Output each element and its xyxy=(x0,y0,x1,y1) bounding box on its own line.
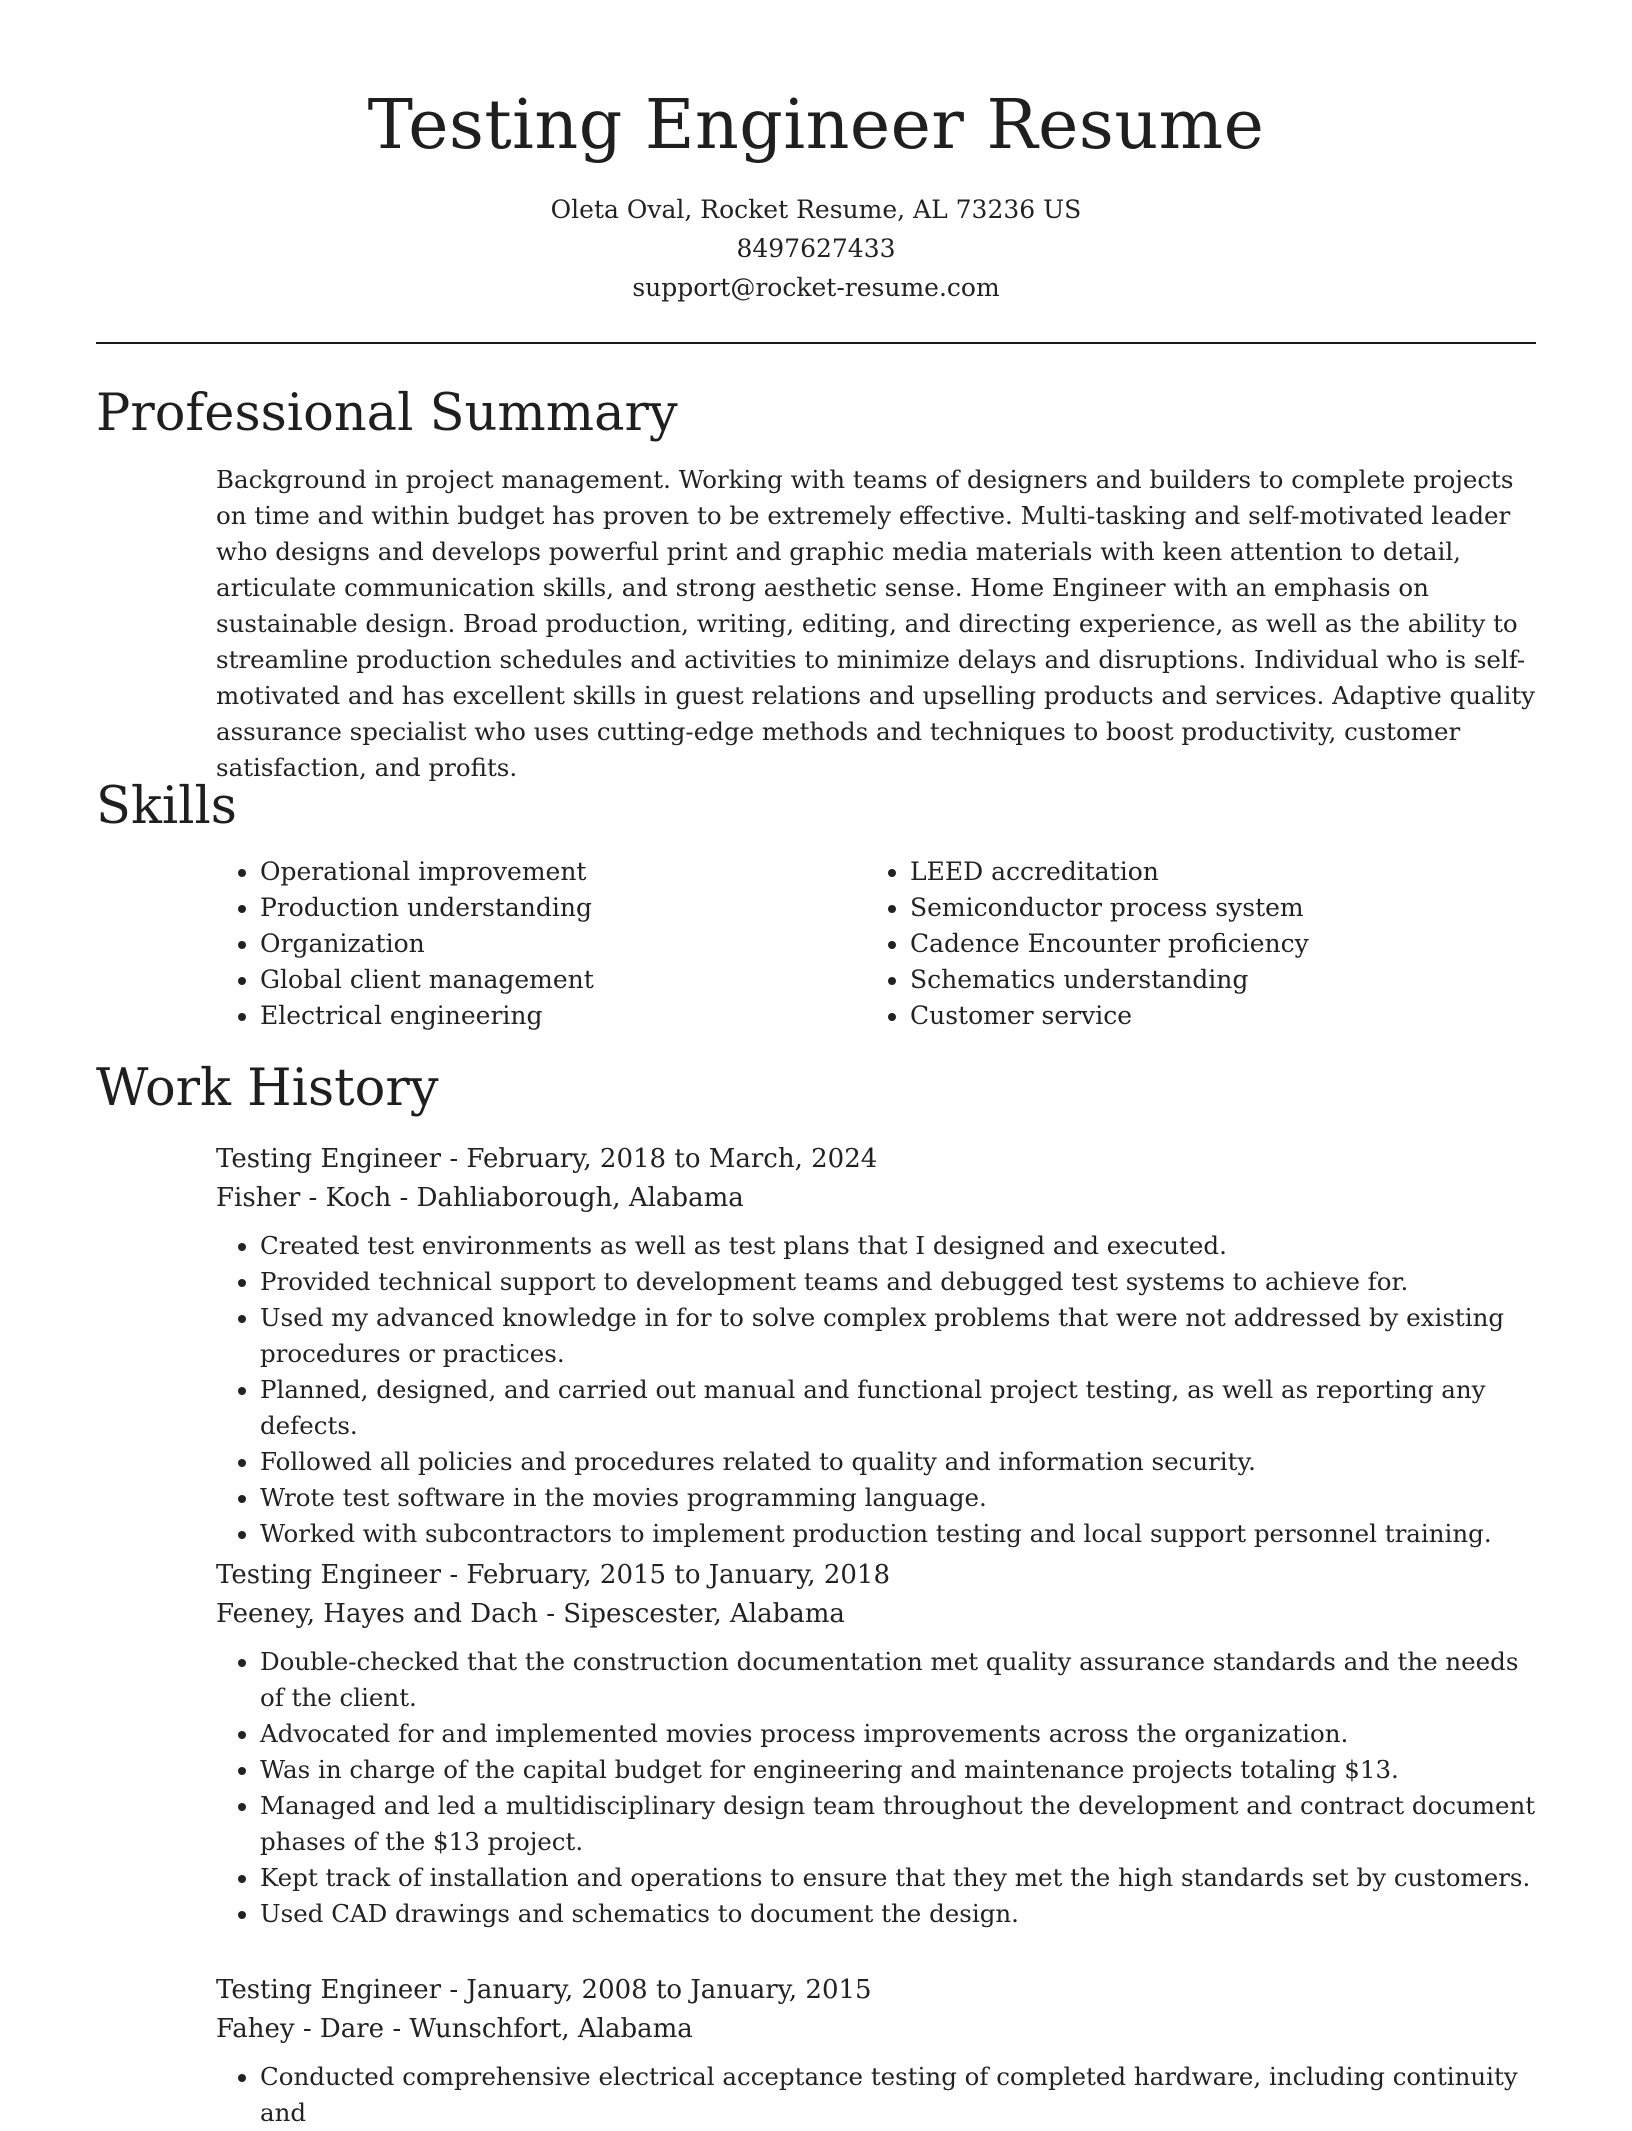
skill-item: • Production understanding xyxy=(260,890,866,926)
job-title: Testing Engineer - February, 2018 to March, 2024 xyxy=(216,1144,878,1174)
skill-item: • Operational improvement xyxy=(260,854,866,890)
job-bullet: • Managed and led a multidisciplinary design team throughout the development and contract document phases of the $13 project. xyxy=(260,1788,1546,1860)
job-bullet: • Advocated for and implemented movies process improvements across the organization. xyxy=(260,1716,1546,1752)
skill-item: • LEED accreditation xyxy=(910,854,1516,890)
job-entry xyxy=(216,1556,1546,1932)
contact-block xyxy=(0,190,1632,307)
summary-text: Background in project management. Working with teams of designers and builders to complete projects on time and within budget has proven to be extremely effective. Multi-tasking and self-motivated leader who designs and develops powerful print and graphic media materials with keen attention to detail, articulate communication skills, and strong aesthetic sense. Home Engineer with an emphasis on sustainable design. Broad production, writing, editing, and directing experience, as well as the ability to streamline production schedules and activities to minimize delays and disruptions. Individual who is self-motivated and has excellent skills in guest relations and upselling products and services. Adaptive quality assurance specialist who uses cutting-edge methods and techniques to boost productivity, customer satisfaction, and profits. xyxy=(216,465,1536,782)
skills-column-left xyxy=(216,854,866,1034)
contact-email: support@rocket-resume.com xyxy=(632,273,1000,302)
job-company: Fahey - Dare - Wunschfort, Alabama xyxy=(216,2014,693,2044)
job-bullets xyxy=(216,1228,1546,1552)
header-divider xyxy=(96,342,1536,344)
job-company: Fisher - Koch - Dahliaborough, Alabama xyxy=(216,1183,744,1213)
job-title: Testing Engineer - January, 2008 to January, 2015 xyxy=(216,1975,872,2005)
skill-item: • Global client management xyxy=(260,962,866,998)
skill-item: • Electrical engineering xyxy=(260,998,866,1034)
skills-list xyxy=(216,854,1536,1034)
job-bullet: • Used my advanced knowledge in for to solve complex problems that were not addressed by existing procedures or practices. xyxy=(260,1300,1546,1372)
resume-header xyxy=(0,0,1632,307)
skill-item: • Customer service xyxy=(910,998,1516,1034)
job-entry xyxy=(216,1971,1546,2131)
job-bullet: • Double-checked that the construction documentation met quality assurance standards and the needs of the client. xyxy=(260,1644,1546,1716)
job-bullets xyxy=(216,2059,1546,2131)
work-history-heading: Work History xyxy=(96,1059,439,1118)
job-bullet: • Kept track of installation and operations to ensure that they met the high standards set by customers. xyxy=(260,1860,1546,1896)
skill-item: • Organization xyxy=(260,926,866,962)
job-bullet: • Conducted comprehensive electrical acceptance testing of completed hardware, including continuity and xyxy=(260,2059,1546,2131)
job-bullet: • Worked with subcontractors to implement production testing and local support personnel training. xyxy=(260,1516,1546,1552)
job-bullet: • Was in charge of the capital budget for engineering and maintenance projects totaling $13. xyxy=(260,1752,1546,1788)
contact-phone: 8497627433 xyxy=(736,234,896,263)
skill-item: • Schematics understanding xyxy=(910,962,1516,998)
resume-title: Testing Engineer Resume xyxy=(367,86,1265,165)
job-bullet: • Wrote test software in the movies programming language. xyxy=(260,1480,1546,1516)
job-bullet: • Used CAD drawings and schematics to document the design. xyxy=(260,1896,1546,1932)
job-bullets xyxy=(216,1644,1546,1932)
job-entry xyxy=(216,1140,1546,1552)
skills-heading: Skills xyxy=(96,777,237,836)
contact-address: Oleta Oval, Rocket Resume, AL 73236 US xyxy=(550,195,1082,224)
skill-item: • Semiconductor process system xyxy=(910,890,1516,926)
job-title: Testing Engineer - February, 2015 to January, 2018 xyxy=(216,1560,891,1590)
summary-heading: Professional Summary xyxy=(96,384,678,443)
job-bullet: • Followed all policies and procedures related to quality and information security. xyxy=(260,1444,1546,1480)
skill-item: • Cadence Encounter proficiency xyxy=(910,926,1516,962)
job-bullet: • Created test environments as well as test plans that I designed and executed. xyxy=(260,1228,1546,1264)
job-bullet: • Planned, designed, and carried out manual and functional project testing, as well as reporting any defects. xyxy=(260,1372,1546,1444)
job-company: Feeney, Hayes and Dach - Sipescester, Alabama xyxy=(216,1599,845,1629)
skills-column-right xyxy=(866,854,1516,1034)
job-bullet: • Provided technical support to development teams and debugged test systems to achieve for. xyxy=(260,1264,1546,1300)
